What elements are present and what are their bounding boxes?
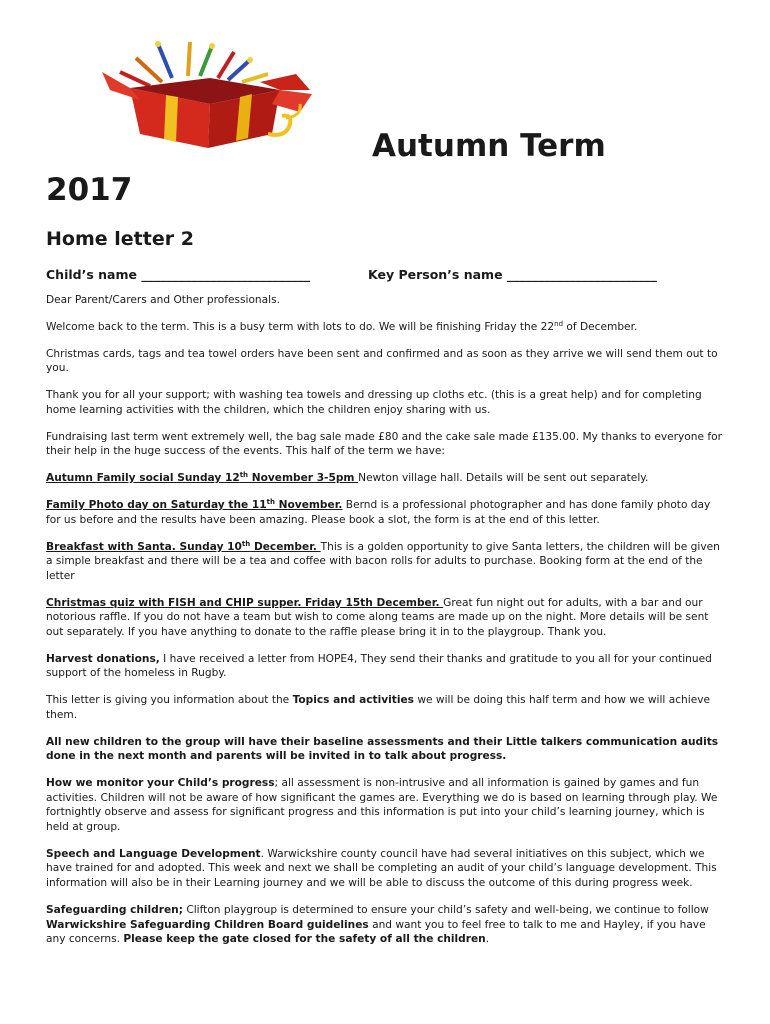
photo-text: Bernd is a professional photographer and has done family photo day for us before and the results have been amazing. Please book a slot, the form is at the end of this letter. <box>46 499 711 526</box>
social-heading-b: November 3-5pm <box>248 472 359 485</box>
new-children-text: All new children to the group will have their baseline assessments and their Little talkers communication audits done in the next month and parents will be invited in to talk about progress. <box>46 735 719 763</box>
safeguarding-text-b: and want you to feel free to talk to me and Hayley, if you have any concerns. <box>46 918 706 946</box>
quiz-paragraph <box>46 596 726 640</box>
welcome-text: Welcome back to the term. This is a busy term with lots to do. We will be finishing Friday the 22 <box>46 320 555 333</box>
safeguarding-heading: Safeguarding children; <box>46 903 183 916</box>
safeguarding-paragraph <box>46 903 726 947</box>
letter-subtitle: Home letter 2 <box>46 228 194 250</box>
monitor-heading: How we monitor your Child’s progress <box>46 777 275 790</box>
monitor-paragraph <box>46 776 726 834</box>
social-heading-a: Autumn Family social Sunday 12 <box>46 472 240 485</box>
monitor-text: ; all assessment is non-intrusive and all information is gained by games and fun activities. Children will not be aware of how significant the games are. Everything we do is based on learning through play. We fortnightly observe and assess for significant progress and this information is put into your child’s learning journey, which is held at group. <box>46 777 718 833</box>
santa-text: This is a golden opportunity to give Santa letters, the children will be given a simple breakfast and there will be a tea and coffee with bacon rolls for adults to purchase. Booking form at the end of the letter <box>46 540 720 582</box>
safeguarding-bold-a: Warwickshire Safeguarding Children Board guidelines <box>46 918 369 931</box>
child-name-field: Child’s name ___________________________ <box>46 267 311 282</box>
thanks-paragraph: Thank you for all your support; with washing tea towels and dressing up cloths etc. (this is a great help) and for completing home learning activities with the children, which the children enjoy sharing with us. <box>46 389 702 416</box>
family-social-heading <box>46 472 358 484</box>
quiz-heading: Christmas quiz with FISH and CHIP supper. Friday 15th December. <box>46 596 444 609</box>
title-year: 2017 <box>46 172 133 208</box>
speech-text: . Warwickshire county council have had several initiatives on this subject, which we have trained for and adopted. This week and next we shall be completing an audit of your child’s language development. This information will also be in their Learning journey and we will be able to discuss the outcome of this during progress week. <box>46 847 717 890</box>
speech-heading: Speech and Language Development <box>46 847 261 860</box>
new-children-paragraph <box>46 735 726 764</box>
santa-sup: th <box>241 539 251 548</box>
topics-paragraph <box>46 693 726 722</box>
harvest-heading: Harvest donations, <box>46 652 160 665</box>
welcome-paragraph <box>46 320 726 335</box>
gift-box-icon <box>100 38 315 150</box>
cards-paragraph: Christmas cards, tags and tea towel orders have been sent and confirmed and as soon as they arrive we will send them out to you. <box>46 347 718 375</box>
santa-heading <box>46 541 321 553</box>
speech-paragraph <box>46 847 726 891</box>
photo-day-heading <box>46 499 342 511</box>
safeguarding-text-c: . <box>485 933 490 946</box>
topics-bold: Topics and activities <box>292 694 414 707</box>
title-term: Autumn Term <box>372 128 606 164</box>
harvest-text: I have received a letter from HOPE4, They send their thanks and gratitude to you all for your continued support of the homeless in Rugby. <box>46 652 712 680</box>
photo-day-paragraph <box>46 498 726 527</box>
santa-paragraph <box>46 540 726 584</box>
social-sup: th <box>239 471 249 480</box>
family-social-paragraph <box>46 471 726 486</box>
safeguarding-bold-b: Please keep the gate closed for the safety of all the children <box>123 933 486 946</box>
photo-heading-a: Family Photo day on Saturday the 11 <box>46 499 267 512</box>
social-text: Newton village hall. Details will be sent out separately. <box>358 472 649 485</box>
fundraising-paragraph: Fundraising last term went extremely well, the bag sale made £80 and the cake sale made £135.00. My thanks to everyone for their help in the huge success of the events. This half of the term we have: <box>46 430 722 458</box>
safeguarding-text-a: Clifton playgroup is determined to ensure your child’s safety and well-being, we continue to follow <box>182 903 709 916</box>
welcome-tail: of December. <box>563 320 638 333</box>
quiz-text: Great fun night out for adults, with a bar and our notorious raffle. If you do not have a team but wish to come along teams are made up on the night. More details will be sent out separately. If you have anything to donate to the raffle please bring it in to the playgroup. Thank you. <box>46 596 709 638</box>
welcome-sup: nd <box>554 319 564 328</box>
photo-sup: th <box>266 498 275 507</box>
letter-body <box>46 293 726 959</box>
topics-text-b: we will be doing this half term and how we will achieve them. <box>46 694 711 721</box>
santa-heading-a: Breakfast with Santa. Sunday 10 <box>46 540 242 553</box>
harvest-paragraph <box>46 652 726 681</box>
key-person-field: Key Person’s name ________________________ <box>368 267 657 282</box>
topics-text-a: This letter is giving you information about the <box>46 694 293 707</box>
santa-heading-b: December. <box>250 540 321 553</box>
greeting: Dear Parent/Carers and Other professionals. <box>46 294 280 306</box>
photo-heading-b: November. <box>274 499 343 512</box>
